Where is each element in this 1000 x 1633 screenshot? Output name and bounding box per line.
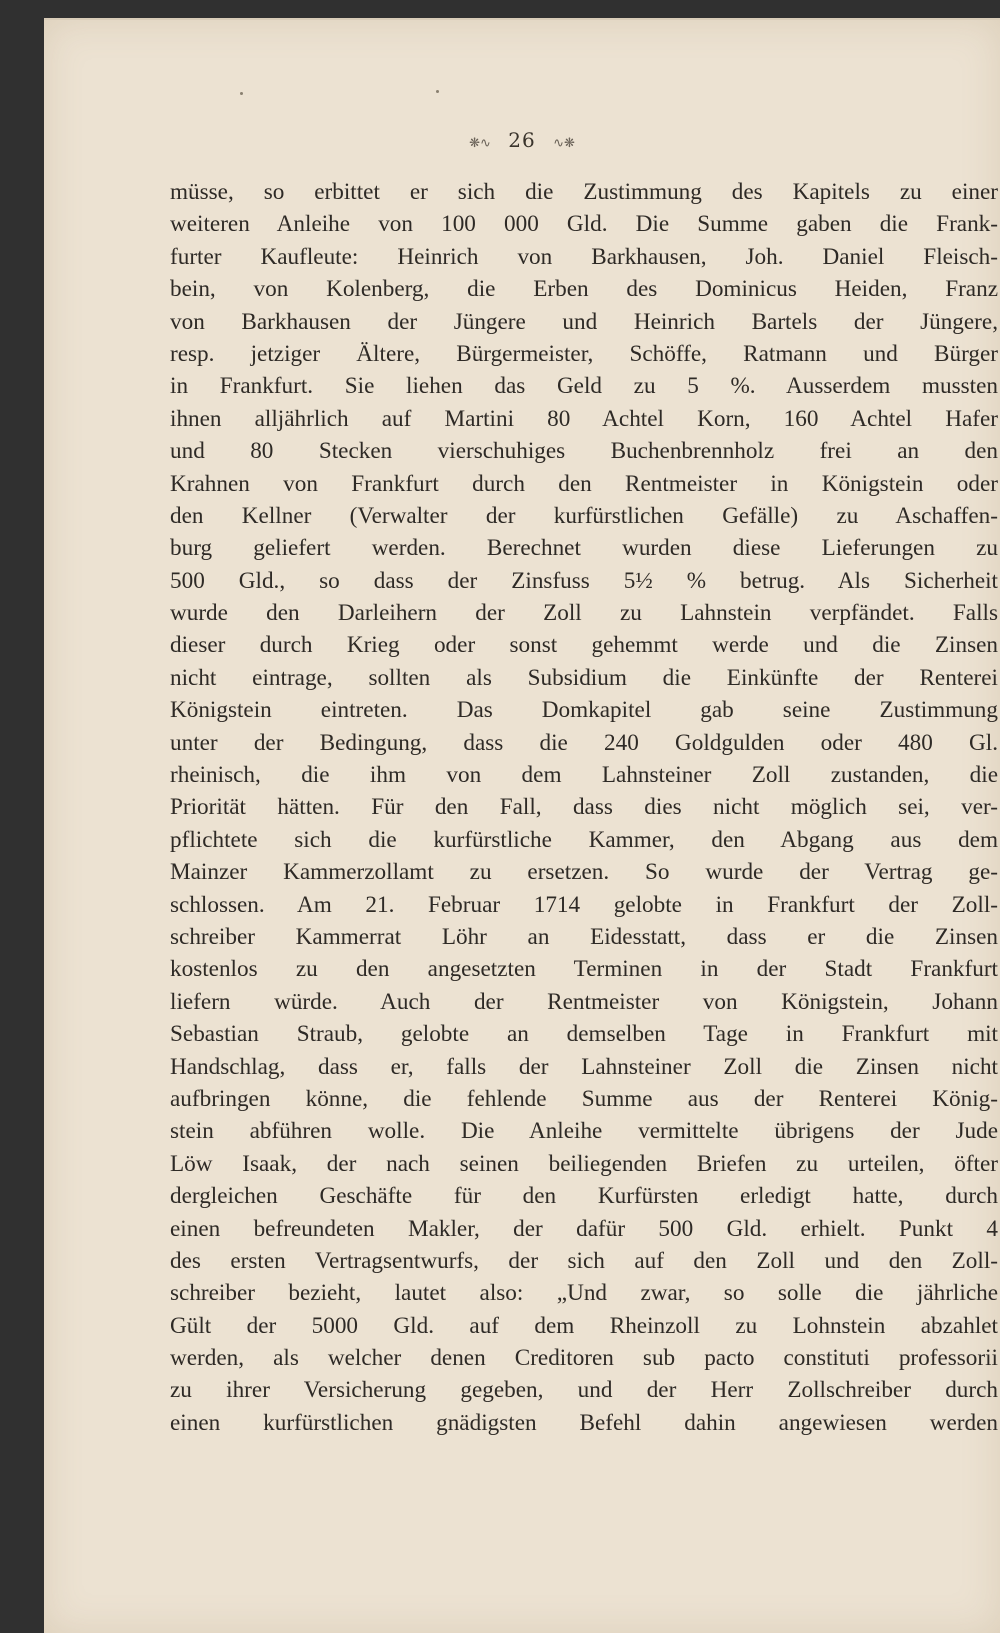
text-line: weiteren Anleihe von 100 000 Gld. Die Summe gaben die Frank- (170, 211, 998, 238)
text-line: Handschlag, dass er, falls der Lahnsteiner Zoll die Zinsen nicht (170, 1053, 998, 1080)
text-line: von Barkhausen der Jüngere und Heinrich Bartels der Jüngere, (170, 308, 998, 335)
text-line: nicht eintrage, sollten als Subsidium die Einkünfte der Renterei (170, 664, 998, 691)
paper-fleck (240, 92, 243, 95)
text-line: bein, von Kolenberg, die Erben des Dominicus Heiden, Franz (170, 276, 998, 303)
header-ornament-left: ❋∿ (469, 136, 491, 151)
text-line: Krahnen von Frankfurt durch den Rentmeister in Königstein oder (170, 470, 998, 497)
text-line: einen befreundeten Makler, der dafür 500 Gld. erhielt. Punkt 4 (170, 1215, 998, 1242)
text-line: Priorität hätten. Für den Fall, dass dies nicht möglich sei, ver- (170, 794, 998, 821)
text-line: Königstein eintreten. Das Domkapitel gab seine Zustimmung (170, 697, 998, 724)
body-text (170, 176, 998, 1439)
text-line: resp. jetziger Ältere, Bürgermeister, Schöffe, Ratmann und Bürger (170, 340, 998, 367)
text-line: müsse, so erbittet er sich die Zustimmung des Kapitels zu einer (170, 179, 998, 205)
text-line: rheinisch, die ihm von dem Lahnsteiner Zoll zustanden, die (170, 762, 998, 789)
text-line: dergleichen Geschäfte für den Kurfürsten erledigt hatte, durch (170, 1183, 998, 1210)
text-line: schreiber bezieht, lautet also: „Und zwar, so solle die jährliche (170, 1280, 998, 1307)
book-page (44, 20, 1000, 1633)
text-line: wurde den Darleihern der Zoll zu Lahnstein verpfändet. Falls (170, 600, 998, 627)
text-line: schlossen. Am 21. Februar 1714 gelobte in Frankfurt der Zoll- (170, 891, 998, 918)
text-line: und 80 Stecken vierschuhiges Buchenbrennholz frei an den (170, 438, 998, 465)
header-ornament-right: ∿❋ (553, 136, 575, 151)
page-number: 26 (508, 128, 536, 152)
text-line: Sebastian Straub, gelobte an demselben Tage in Frankfurt mit (170, 1021, 998, 1048)
text-line: Mainzer Kammerzollamt zu ersetzen. So wurde der Vertrag ge- (170, 859, 998, 886)
text-line: kostenlos zu den angesetzten Terminen in der Stadt Frankfurt (170, 956, 998, 983)
text-line: stein abführen wolle. Die Anleihe vermittelte übrigens der Jude (170, 1118, 998, 1145)
text-line: werden, als welcher denen Creditoren sub pacto constituti professorii (170, 1345, 998, 1372)
text-line: dieser durch Krieg oder sonst gehemmt werde und die Zinsen (170, 632, 998, 659)
text-line: den Kellner (Verwalter der kurfürstlichen Gefälle) zu Aschaffen- (170, 502, 998, 529)
text-line: in Frankfurt. Sie liehen das Geld zu 5 %. Ausserdem mussten (170, 373, 998, 400)
text-line: burg geliefert werden. Berechnet wurden diese Lieferungen zu (170, 535, 998, 562)
text-line: pflichtete sich die kurfürstliche Kammer, den Abgang aus dem (170, 826, 998, 853)
text-line: ihnen alljährlich auf Martini 80 Achtel Korn, 160 Achtel Hafer (170, 405, 998, 432)
page-header (44, 128, 1000, 152)
text-line: unter der Bedingung, dass die 240 Goldgulden oder 480 Gl. (170, 729, 998, 756)
text-line: Gült der 5000 Gld. auf dem Rheinzoll zu Lohnstein abzahlet (170, 1312, 998, 1339)
text-line: schreiber Kammerrat Löhr an Eidesstatt, dass er die Zinsen (170, 923, 998, 950)
text-line: des ersten Vertragsentwurfs, der sich auf den Zoll und den Zoll- (170, 1247, 998, 1274)
paper-fleck (436, 90, 439, 93)
text-line: einen kurfürstlichen gnädigsten Befehl dahin angewiesen werden (170, 1409, 998, 1436)
text-line: furter Kaufleute: Heinrich von Barkhausen, Joh. Daniel Fleisch- (170, 243, 998, 270)
text-line: Löw Isaak, der nach seinen beiliegenden Briefen zu urteilen, öfter (170, 1150, 998, 1177)
text-line: 500 Gld., so dass der Zinsfuss 5½ % betrug. Als Sicherheit (170, 567, 998, 594)
text-line: aufbringen könne, die fehlende Summe aus der Renterei König- (170, 1085, 998, 1112)
text-line: zu ihrer Versicherung gegeben, und der Herr Zollschreiber durch (170, 1377, 998, 1404)
text-line: liefern würde. Auch der Rentmeister von Königstein, Johann (170, 988, 998, 1015)
